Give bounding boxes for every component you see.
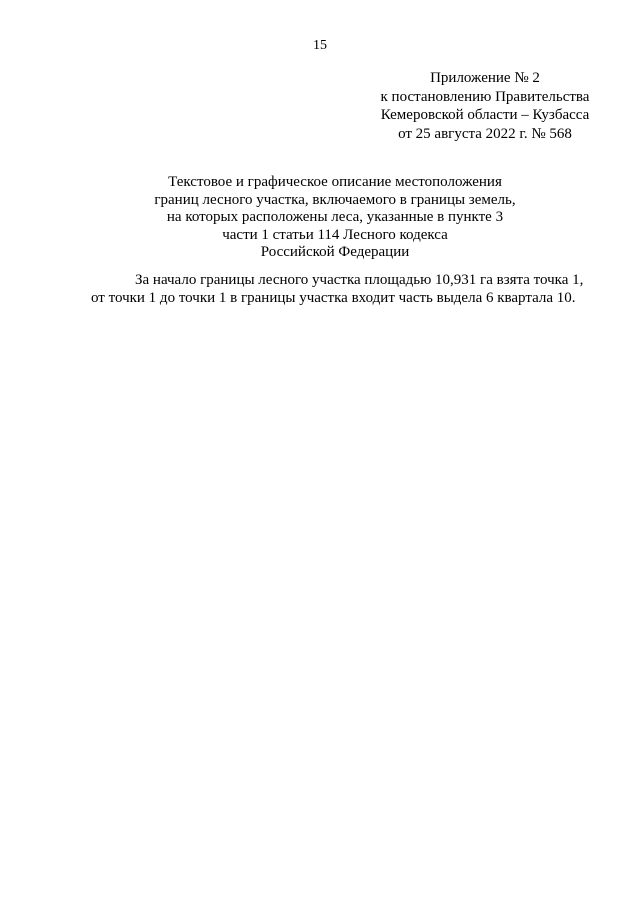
title-line: границ лесного участка, включаемого в границы земель, bbox=[154, 191, 516, 208]
title-line: части 1 статьи 114 Лесного кодекса bbox=[222, 226, 448, 243]
body-paragraph bbox=[91, 272, 591, 307]
document-title bbox=[0, 174, 640, 262]
body-line: от точки 1 до точки 1 в границы участка входит часть выдела 6 квартала 10. bbox=[91, 289, 576, 306]
appendix-line: Приложение № 2 bbox=[430, 70, 540, 86]
title-line: Текстовое и графическое описание местоположения bbox=[168, 174, 502, 190]
appendix-header bbox=[360, 69, 610, 143]
appendix-line: к постановлению Правительства bbox=[380, 88, 590, 105]
appendix-line: Кемеровской области – Кузбасса bbox=[380, 107, 590, 123]
appendix-line: от 25 августа 2022 г. № 568 bbox=[398, 125, 572, 142]
page-number: 15 bbox=[313, 38, 327, 53]
title-line: на которых расположены леса, указанные в пункте 3 bbox=[166, 209, 504, 225]
title-line: Российской Федерации bbox=[260, 244, 410, 260]
body-line: За начало границы лесного участка площадью 10,931 га взята точка 1, bbox=[135, 272, 584, 288]
